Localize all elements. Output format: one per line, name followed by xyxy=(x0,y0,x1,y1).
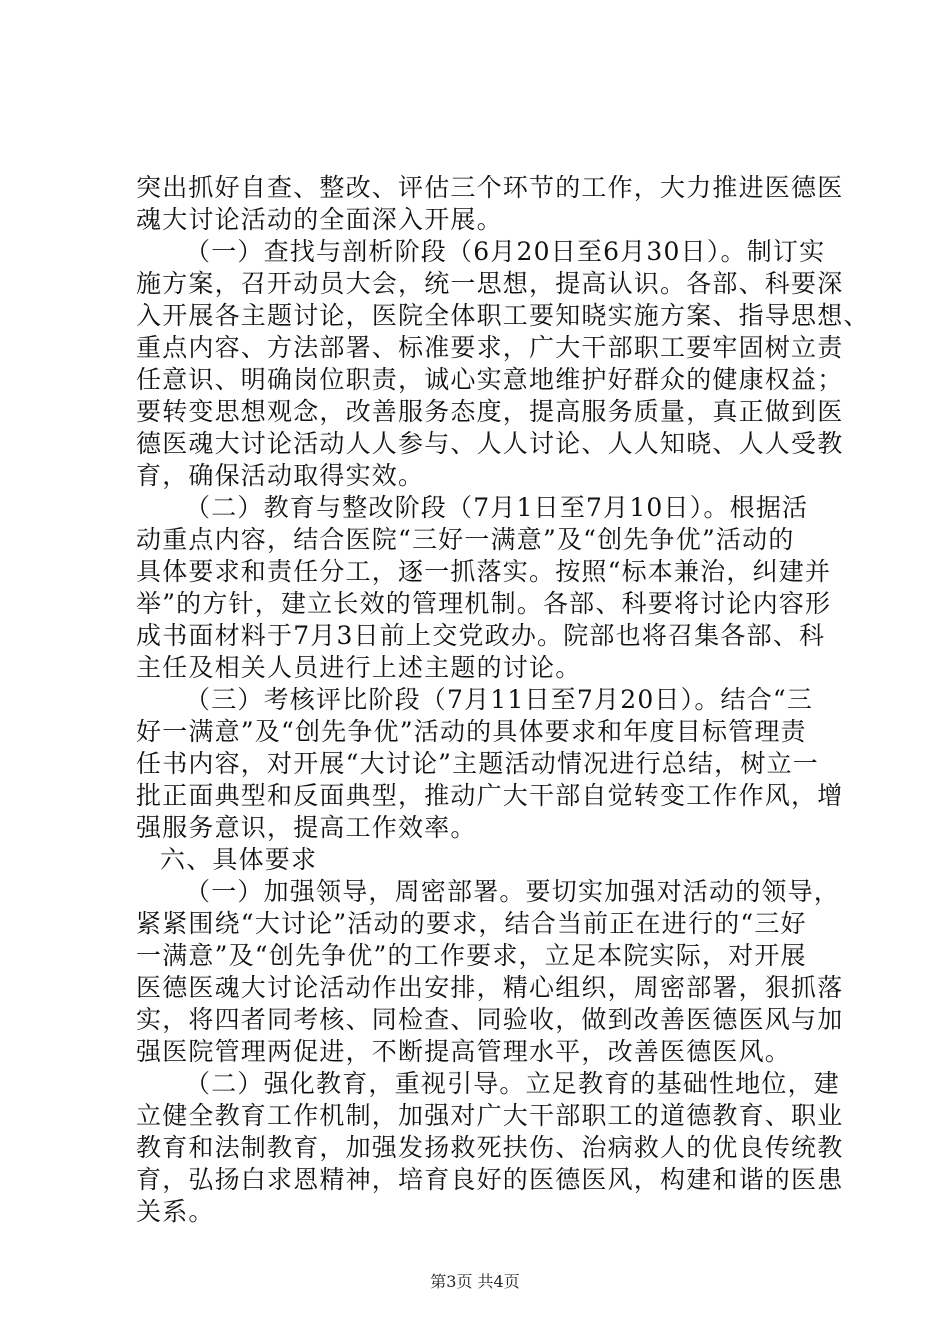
paragraph-line: 育，弘扬白求恩精神，培育良好的医德医风，构建和谐的医患 xyxy=(136,1165,844,1194)
paragraph-line: （二）教育与整改阶段（7月1日至7月10日）。根据活 xyxy=(185,493,809,522)
paragraph-line: （三）考核评比阶段（7月11日至7月20日）。结合“三 xyxy=(185,685,814,714)
paragraph-line: 强医院管理两促进，不断提高管理水平，改善医德医风。 xyxy=(136,1037,792,1066)
paragraph-line: 批正面典型和反面典型，推动广大干部自觉转变工作作风，增 xyxy=(136,781,844,810)
paragraph-line: 关系。 xyxy=(136,1197,215,1226)
section-heading: 六、具体要求 xyxy=(160,845,318,874)
paragraph-line: 魂大讨论活动的全面深入开展。 xyxy=(136,205,503,234)
paragraph-line: （一）查找与剖析阶段（6月20日至6月30日）。制订实 xyxy=(185,237,826,266)
paragraph-line: 施方案，召开动员大会，统一思想，提高认识。各部、科要深 xyxy=(136,269,844,298)
paragraph-line: 突出抓好自查、整改、评估三个环节的工作，大力推进医德医 xyxy=(136,173,844,202)
paragraph-line: （二）强化教育，重视引导。立足教育的基础性地位，建 xyxy=(185,1069,841,1098)
paragraph-line: 紧紧围绕“大讨论”活动的要求，结合当前正在进行的“三好 xyxy=(136,909,807,938)
paragraph-line: 入开展各主题讨论，医院全体职工要知晓实施方案、指导思想、 xyxy=(136,301,870,330)
paragraph-line: （一）加强领导，周密部署。要切实加强对活动的领导， xyxy=(185,877,841,906)
paragraph-line: 成书面材料于7月3日前上交党政办。院部也将召集各部、科 xyxy=(136,621,826,650)
paragraph-line: 具体要求和责任分工，逐一抓落实。按照“标本兼治，纠建并 xyxy=(136,557,832,586)
paragraph-line: 主任及相关人员进行上述主题的讨论。 xyxy=(136,653,582,682)
paragraph-line: 强服务意识，提高工作效率。 xyxy=(136,813,477,842)
paragraph-line: 任书内容，对开展“大讨论”主题活动情况进行总结，树立一 xyxy=(136,749,819,778)
paragraph-line: 任意识、明确岗位职责，诚心实意地维护好群众的健康权益； xyxy=(136,365,844,394)
paragraph-line: 德医魂大讨论活动人人参与、人人讨论、人人知晓、人人受教 xyxy=(136,429,844,458)
page-footer: 第3页 共4页 xyxy=(430,1272,520,1291)
paragraph-line: 教育和法制教育，加强发扬救死扶伤、治病救人的优良传统教 xyxy=(136,1133,844,1162)
paragraph-line: 好一满意”及“创先争优”活动的具体要求和年度目标管理责 xyxy=(136,717,807,746)
paragraph-line: 实，将四者同考核、同检查、同验收，做到改善医德医风与加 xyxy=(136,1005,844,1034)
paragraph-line: 医德医魂大讨论活动作出安排，精心组织，周密部署，狠抓落 xyxy=(136,973,844,1002)
paragraph-line: 动重点内容，结合医院“三好一满意”及“创先争优”活动的 xyxy=(136,525,795,554)
paragraph-line: 一满意”及“创先争优”的工作要求，立足本院实际，对开展 xyxy=(136,941,807,970)
paragraph-line: 重点内容、方法部署、标准要求，广大干部职工要牢固树立责 xyxy=(136,333,844,362)
paragraph-line: 要转变思想观念，改善服务态度，提高服务质量，真正做到医 xyxy=(136,397,844,426)
paragraph-line: 立健全教育工作机制，加强对广大干部职工的道德教育、职业 xyxy=(136,1101,844,1130)
paragraph-line: 举”的方针，建立长效的管理机制。各部、科要将讨论内容形 xyxy=(136,589,832,618)
paragraph-line: 育，确保活动取得实效。 xyxy=(136,461,425,490)
